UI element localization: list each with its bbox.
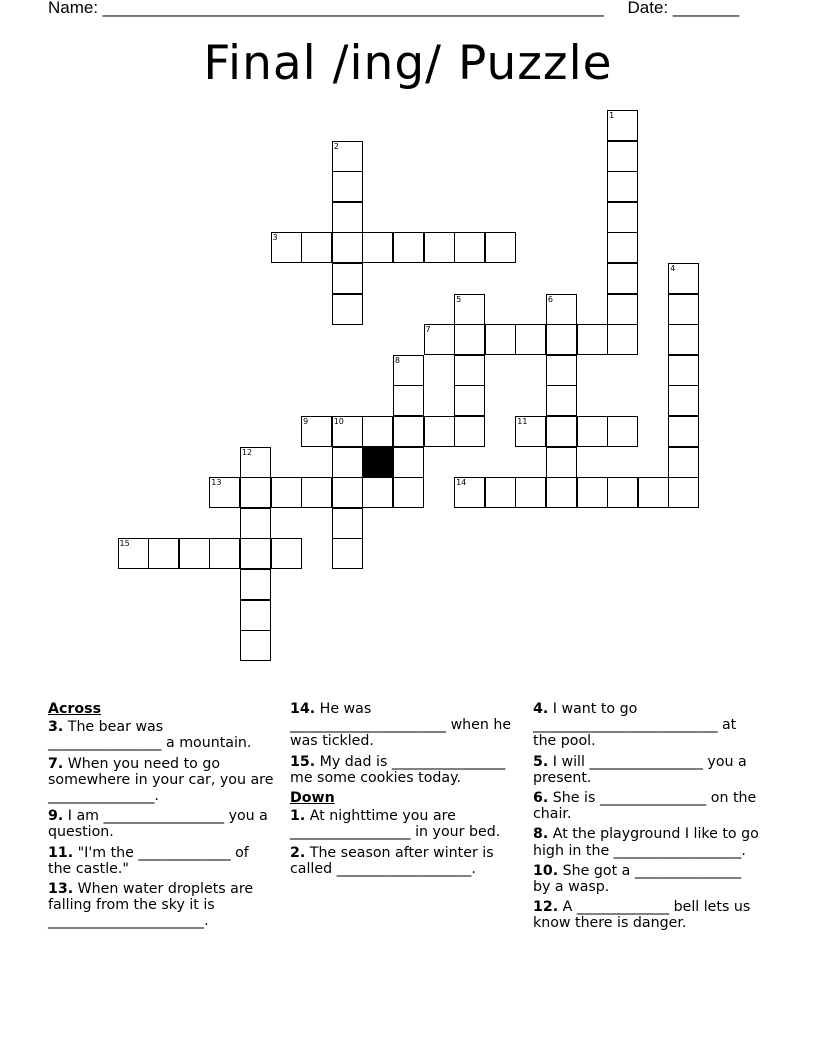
grid-cell[interactable] [301, 416, 332, 447]
grid-cell[interactable] [454, 355, 485, 386]
clue-column-2 [290, 701, 520, 881]
clue-item [48, 719, 276, 751]
grid-cell[interactable] [454, 477, 485, 508]
clue-number: 4. [533, 701, 549, 717]
clue-number: 9. [48, 808, 64, 825]
grid-cell[interactable] [332, 232, 363, 263]
grid-cell[interactable] [607, 171, 638, 202]
grid-cell[interactable] [546, 355, 577, 386]
clue-number-label: 8 [394, 355, 400, 365]
grid-cell[interactable] [577, 477, 608, 508]
grid-cell[interactable] [454, 385, 485, 416]
grid-cell[interactable] [485, 477, 516, 508]
clue-item [48, 808, 276, 840]
grid-cell[interactable] [454, 294, 485, 325]
clue-text: She got a _______________ by a wasp. [533, 862, 742, 896]
grid-cell[interactable] [393, 355, 424, 386]
grid-cell[interactable] [209, 538, 240, 569]
grid-cell[interactable] [638, 477, 669, 508]
grid-cell[interactable] [240, 477, 271, 508]
clue-number: 2. [290, 844, 306, 861]
grid-cell[interactable] [485, 232, 516, 263]
clue-number: 6. [533, 790, 549, 807]
clue-text: I am _________________ you a question. [48, 808, 268, 841]
grid-block [362, 447, 393, 478]
grid-cell[interactable] [546, 385, 577, 416]
clue-item [290, 808, 520, 840]
clue-text: A _____________ bell lets us know there is danger. [533, 899, 751, 932]
grid-cell[interactable] [668, 477, 699, 508]
grid-cell[interactable] [607, 263, 638, 294]
grid-cell[interactable] [577, 324, 608, 355]
clue-item [533, 899, 761, 931]
grid-cell[interactable] [454, 324, 485, 355]
clue-item [533, 754, 761, 786]
grid-cell[interactable] [118, 538, 149, 569]
grid-cell[interactable] [209, 477, 240, 508]
grid-cell[interactable] [668, 294, 699, 325]
grid-cell[interactable] [607, 294, 638, 325]
grid-cell[interactable] [240, 600, 271, 631]
clue-column-3 [533, 701, 761, 936]
clue-item [533, 790, 761, 822]
clue-item [48, 756, 276, 805]
grid-cell[interactable] [362, 232, 393, 263]
grid-cell[interactable] [424, 324, 455, 355]
clue-text: The season after winter is called ___________________. [290, 844, 494, 877]
grid-cell[interactable] [424, 232, 455, 263]
grid-cell[interactable] [332, 416, 363, 447]
grid-cell[interactable] [668, 385, 699, 416]
clue-text: She is _______________ on the chair. [533, 790, 757, 823]
grid-cell[interactable] [332, 202, 363, 233]
clue-text: When water droplets are falling from the sky it is ______________________. [48, 881, 254, 930]
clue-text: At the playground I like to go high in the __________________. [533, 826, 759, 859]
clue-number-label: 13 [211, 478, 222, 488]
grid-cell[interactable] [393, 385, 424, 416]
grid-cell[interactable] [332, 538, 363, 569]
clue-number-label: 15 [119, 539, 130, 549]
grid-cell[interactable] [362, 477, 393, 508]
clue-number-label: 11 [517, 417, 528, 426]
grid-cell[interactable] [607, 141, 638, 172]
grid-cell[interactable] [271, 477, 302, 508]
clue-number: 13. [48, 881, 74, 898]
grid-cell[interactable] [577, 416, 608, 447]
grid-cell[interactable] [424, 416, 455, 447]
clue-item [48, 845, 276, 877]
clue-text: I want to go __________________________ at the pool. [533, 701, 737, 750]
grid-cell[interactable] [393, 447, 424, 478]
clue-number-label: 6 [547, 294, 553, 304]
clue-text: I will ________________ you a present. [533, 753, 747, 786]
grid-cell[interactable] [393, 477, 424, 508]
grid-cell[interactable] [546, 416, 577, 447]
grid-cell[interactable] [240, 538, 271, 569]
grid-cell[interactable] [668, 447, 699, 478]
grid-cell[interactable] [546, 477, 577, 508]
clue-item [290, 845, 520, 877]
clue-number: 3. [48, 719, 64, 736]
clue-number-label: 14 [456, 478, 467, 488]
grid-cell[interactable] [515, 416, 546, 447]
grid-cell[interactable] [332, 141, 363, 172]
grid-cell[interactable] [454, 232, 485, 263]
grid-cell[interactable] [240, 569, 271, 600]
grid-cell[interactable] [668, 416, 699, 447]
clue-number-label: 5 [456, 294, 462, 304]
clue-number-label: 7 [425, 325, 431, 335]
grid-cell[interactable] [454, 416, 485, 447]
grid-cell[interactable] [332, 171, 363, 202]
clue-text: He was ______________________ when he was tickled. [290, 701, 512, 750]
clue-number-label: 2 [333, 141, 339, 151]
grid-cell[interactable] [332, 477, 363, 508]
across-heading: Across [48, 701, 102, 717]
clue-number: 1. [290, 808, 306, 825]
grid-cell[interactable] [301, 477, 332, 508]
grid-cell[interactable] [607, 477, 638, 508]
clue-number: 15. [290, 753, 316, 770]
grid-cell[interactable] [271, 232, 302, 263]
grid-cell[interactable] [668, 355, 699, 386]
clue-text: My dad is ________________ me some cookies today. [290, 753, 506, 786]
clue-item [533, 701, 761, 750]
clue-item [533, 826, 761, 858]
page-title: Final /ing/ Puzzle [203, 36, 613, 91]
grid-cell[interactable] [607, 232, 638, 263]
grid-cell[interactable] [607, 202, 638, 233]
clue-column-1 [48, 701, 276, 934]
grid-cell[interactable] [515, 324, 546, 355]
grid-cell[interactable] [485, 324, 516, 355]
clue-number: 7. [48, 755, 64, 772]
grid-cell[interactable] [332, 294, 363, 325]
clue-text: When you need to go somewhere in your car, you are _______________. [48, 755, 274, 805]
clue-number-label: 4 [670, 264, 676, 273]
name-date-line: Name: _____________________________________________________ Date: _______ [48, 0, 740, 17]
clue-number: 10. [533, 862, 559, 879]
grid-cell[interactable] [240, 630, 271, 661]
clue-number-label: 10 [333, 417, 344, 426]
clue-item [533, 863, 761, 895]
clue-number: 14. [290, 701, 316, 717]
clue-number-label: 12 [241, 447, 253, 457]
grid-cell[interactable] [240, 447, 271, 478]
clue-item [48, 881, 276, 930]
grid-cell[interactable] [332, 508, 363, 539]
grid-cell[interactable] [301, 232, 332, 263]
grid-cell[interactable] [546, 294, 577, 325]
grid-cell[interactable] [607, 416, 638, 447]
clue-item [290, 754, 520, 786]
grid-cell[interactable] [607, 324, 638, 355]
grid-cell[interactable] [362, 416, 393, 447]
grid-cell[interactable] [607, 110, 638, 141]
grid-cell[interactable] [179, 538, 210, 569]
grid-cell[interactable] [240, 508, 271, 539]
grid-cell[interactable] [668, 324, 699, 355]
grid-cell[interactable] [271, 538, 302, 569]
grid-cell[interactable] [515, 477, 546, 508]
grid-cell[interactable] [332, 447, 363, 478]
clue-number: 8. [533, 826, 549, 843]
clue-number-label: 9 [303, 417, 309, 426]
grid-cell[interactable] [546, 324, 577, 355]
grid-cell[interactable] [546, 447, 577, 478]
clue-item [290, 701, 520, 750]
clue-number-label: 3 [272, 233, 278, 243]
clue-number: 11. [48, 844, 74, 861]
grid-cell[interactable] [393, 416, 424, 447]
clue-number: 12. [533, 899, 559, 916]
clue-text: At nighttime you are _________________ in your bed. [290, 808, 501, 841]
down-heading: Down [290, 790, 335, 807]
clue-number: 5. [533, 753, 549, 770]
clue-text: "I'm the _____________ of the castle." [48, 844, 249, 877]
grid-cell[interactable] [332, 263, 363, 294]
grid-cell[interactable] [148, 538, 179, 569]
clue-text: The bear was ________________ a mountain. [48, 719, 252, 752]
clue-number-label: 1 [609, 111, 615, 120]
grid-cell[interactable] [393, 232, 424, 263]
grid-cell[interactable] [668, 263, 699, 294]
